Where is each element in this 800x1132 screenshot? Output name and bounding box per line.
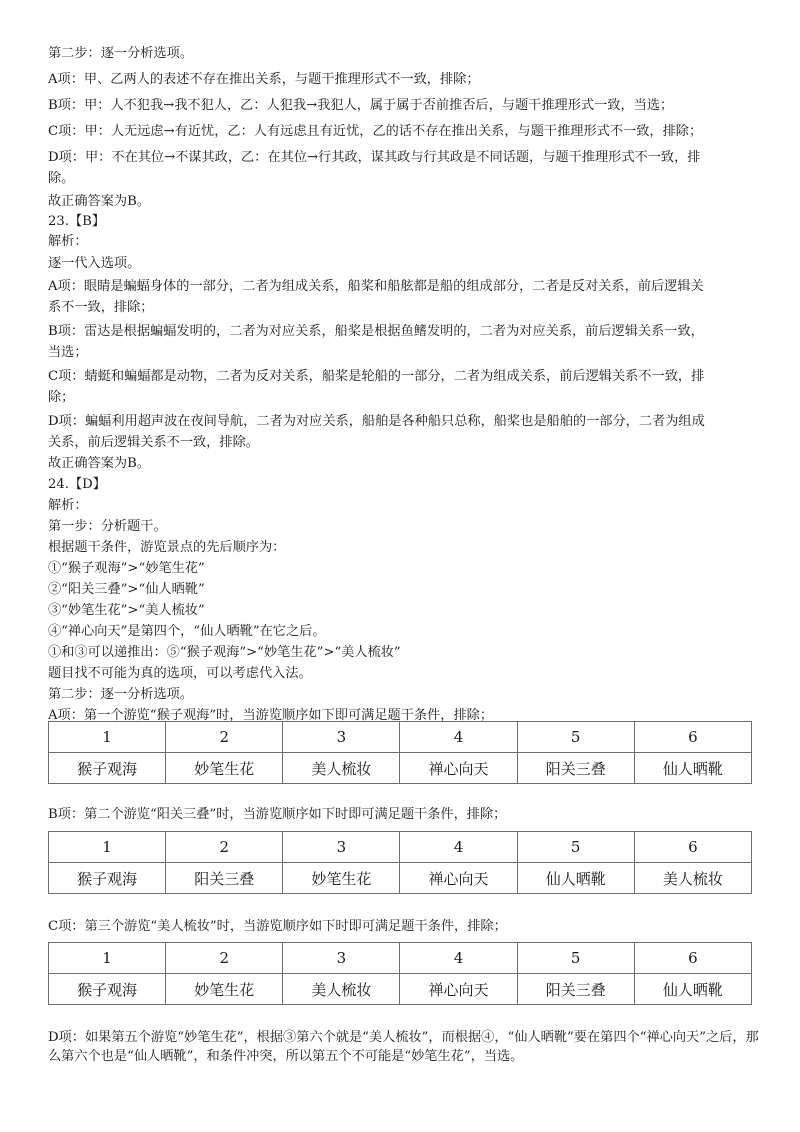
text-paragraph: D项：如果第五个游览“妙笔生花”，根据③第六个就是“美人梳妆”，而根据④，“仙人晒靴”要在第四个“禅心向天”之后，那么第六个也是“仙人晒靴”，和条件冲突，所以第五个不可能是“妙笔生花”，当选。 [48, 1030, 759, 1064]
table-cell: 美人梳妆 [283, 974, 400, 1005]
text-line: 解析： [48, 234, 88, 249]
order-table-c [48, 942, 752, 1005]
table-cell: 阳关三叠 [517, 974, 634, 1005]
text-line: 系不一致，排除； [48, 300, 154, 315]
table-cell: 猴子观海 [49, 863, 166, 894]
table-cell: 美人梳妆 [283, 753, 400, 784]
text-line: B项：第二个游览“阳关三叠”时，当游览顺序如下时即可满足题干条件，排除； [48, 807, 507, 822]
table-row [49, 722, 752, 753]
text-line: C项：甲：人无远虑→有近忧，乙：人有远虑且有近忧，乙的话不存在推出关系，与题干推理形式不一致，排除； [48, 124, 703, 139]
text-line: 解析： [48, 498, 88, 513]
table-cell: 妙笔生花 [166, 974, 283, 1005]
text-line: B项：雷达是根据蝙蝠发明的，二者为对应关系，船桨是根据鱼鳍发明的，二者为对应关系，前后逻辑关系一致， [48, 324, 704, 339]
answer-heading: 24.【D】 [48, 477, 106, 492]
answer-heading: 23.【B】 [48, 214, 106, 229]
table-cell: 妙笔生花 [166, 753, 283, 784]
table-cell: 仙人晒靴 [634, 753, 751, 784]
table-row [49, 863, 752, 894]
table-cell: 猴子观海 [49, 753, 166, 784]
table-cell: 妙笔生花 [283, 863, 400, 894]
text-line: ④“禅心向天”是第四个，“仙人晒靴”在它之后。 [48, 624, 326, 639]
table-cell: 仙人晒靴 [634, 974, 751, 1005]
table-cell: 1 [49, 722, 166, 753]
text-line: 故正确答案为B。 [48, 194, 151, 209]
text-line: 除。 [48, 171, 75, 186]
text-line: 故正确答案为B。 [48, 456, 151, 471]
table-cell: 3 [283, 832, 400, 863]
text-line: 关系，前后逻辑关系不一致，排除。 [48, 435, 259, 450]
table-row [49, 753, 752, 784]
table-row [49, 974, 752, 1005]
text-line: 除； [48, 390, 75, 405]
table-cell: 仙人晒靴 [517, 863, 634, 894]
text-line: 第一步：分析题干。 [48, 519, 167, 534]
text-line: 根据题干条件，游览景点的先后顺序为： [48, 540, 286, 555]
table-cell: 5 [517, 722, 634, 753]
table-cell: 2 [166, 832, 283, 863]
text-line: 第二步：逐一分析选项。 [48, 687, 194, 702]
table-cell: 5 [517, 832, 634, 863]
table-cell: 5 [517, 943, 634, 974]
text-line: 当选； [48, 345, 88, 360]
table-cell: 美人梳妆 [634, 863, 751, 894]
table-row [49, 943, 752, 974]
table-cell: 4 [400, 722, 517, 753]
text-line: ①“猴子观海”>“妙笔生花” [48, 561, 205, 576]
text-line: C项：第三个游览“美人梳妆”时，当游览顺序如下时即可满足题干条件，排除； [48, 919, 507, 934]
text-line: C项：蜻蜓和蝙蝠都是动物，二者为反对关系，船桨是轮船的一部分，二者为组成关系，前后逻辑关系不一致，排 [48, 369, 705, 384]
text-line: B项：甲：人不犯我→我不犯人，乙：人犯我→我犯人，属于属于否前推否后，与题干推理形式一致，当选； [48, 98, 674, 113]
text-line: A项：第一个游览“猴子观海”时，当游览顺序如下即可满足题干条件，排除； [48, 708, 494, 723]
table-cell: 2 [166, 943, 283, 974]
table-cell: 阳关三叠 [517, 753, 634, 784]
order-table-a [48, 721, 752, 784]
table-cell: 2 [166, 722, 283, 753]
text-line: 逐一代入选项。 [48, 256, 141, 271]
text-line: D项：甲：不在其位→不谋其政，乙：在其位→行其政，谋其政与行其政是不同话题，与题干推理形式不一致，排 [48, 150, 701, 165]
table-row [49, 832, 752, 863]
text-line: ①和③可以递推出：⑤“猴子观海”>“妙笔生花”>“美人梳妆” [48, 645, 401, 660]
table-cell: 禅心向天 [400, 863, 517, 894]
table-cell: 1 [49, 943, 166, 974]
text-line: 题目找不可能为真的选项，可以考虑代入法。 [48, 666, 312, 681]
table-cell: 禅心向天 [400, 974, 517, 1005]
text-line: D项：蝙蝠利用超声波在夜间导航，二者为对应关系，船舶是各种船只总称，船桨也是船舶的一部分，二者为组成 [48, 414, 705, 429]
table-cell: 6 [634, 722, 751, 753]
table-cell: 3 [283, 722, 400, 753]
table-cell: 4 [400, 832, 517, 863]
table-cell: 4 [400, 943, 517, 974]
table-cell: 禅心向天 [400, 753, 517, 784]
text-line: A项：甲、乙两人的表述不存在推出关系，与题干推理形式不一致，排除； [48, 72, 480, 87]
table-cell: 6 [634, 943, 751, 974]
text-line: ②“阳关三叠”>“仙人晒靴” [48, 582, 205, 597]
order-table-b [48, 831, 752, 894]
text-line: A项：眼睛是蝙蝠身体的一部分，二者为组成关系，船桨和船舷都是船的组成部分，二者是反对关系，前后逻辑关 [48, 279, 704, 294]
table-cell: 阳关三叠 [166, 863, 283, 894]
table-cell: 3 [283, 943, 400, 974]
table-cell: 6 [634, 832, 751, 863]
table-cell: 猴子观海 [49, 974, 166, 1005]
text-line: ③“妙笔生花”>“美人梳妆” [48, 603, 205, 618]
table-cell: 1 [49, 832, 166, 863]
text-line: 第二步：逐一分析选项。 [48, 46, 194, 61]
